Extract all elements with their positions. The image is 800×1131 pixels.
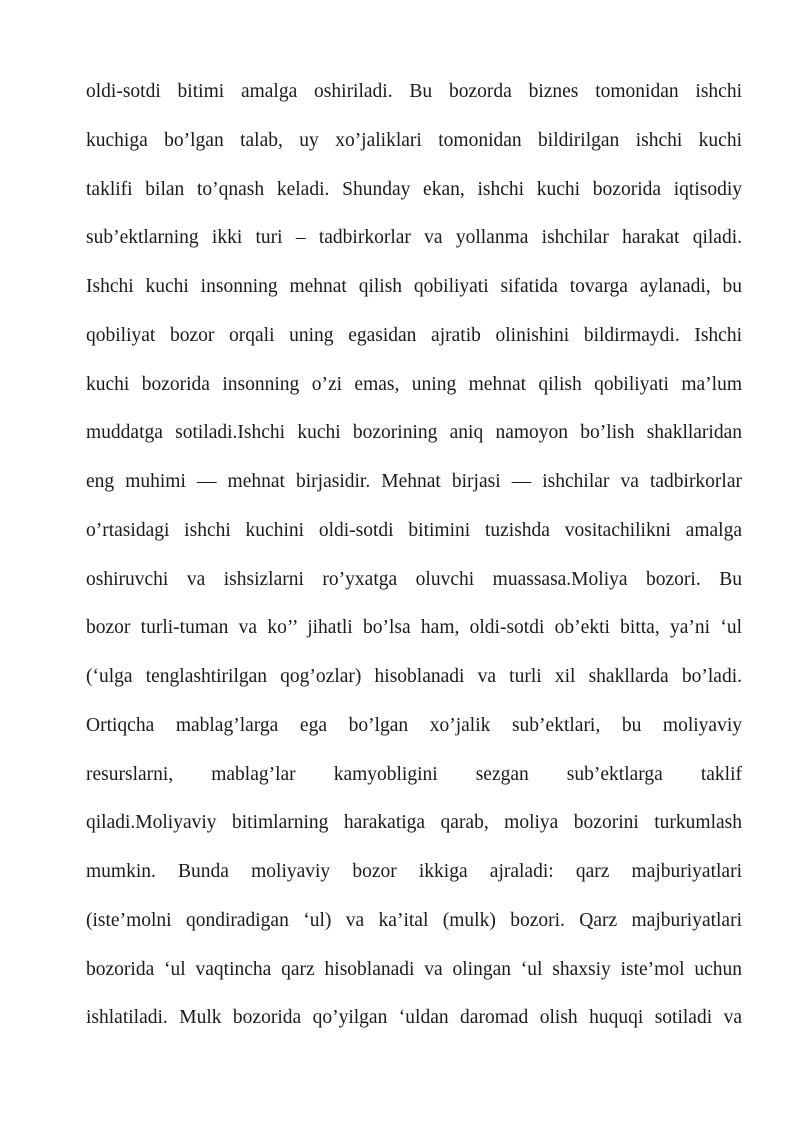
text-line: eng muhimi — mehnat birjasidir. Mehnat birjasi — ishchilar va tadbirkorlar — [86, 471, 742, 492]
text-line: oshiruvchi va ishsizlarni ro’yxatga oluvchi muassasa.Moliya bozori. Bu — [86, 568, 742, 590]
body-text — [86, 72, 742, 1047]
text-line: (iste’molni qondiradigan ‘ul) va ka’ital (mulk) bozori. Qarz majburiyatlari — [86, 909, 742, 931]
text-line: Ishchi kuchi insonning mehnat qilish qobiliyati sifatida tovarga aylanadi, bu — [86, 276, 742, 297]
text-line: bozor turli-tuman va ko’’ jihatli bo’lsa ham, oldi-sotdi ob’ekti bitta, ya’ni ‘ul — [86, 617, 742, 639]
text-line: taklifi bilan to’qnash keladi. Shunday ekan, ishchi kuchi bozorida iqtisodiy — [86, 178, 742, 200]
text-line: bozorida ‘ul vaqtincha qarz hisoblanadi va olingan ‘ul shaxsiy iste’mol uchun — [86, 958, 742, 980]
text-line: qiladi.Moliyaviy bitimlarning harakatiga qarab, moliya bozorini turkumlash — [86, 812, 742, 834]
text-line: resurslarni, mablag’lar kamyobligini sezgan sub’ektlarga taklif — [86, 763, 742, 785]
text-line: kuchi bozorida insonning o’zi emas, uning mehnat qilish qobiliyati ma’lum — [86, 373, 742, 395]
text-line: oldi-sotdi bitimi amalga oshiriladi. Bu bozorda biznes tomonidan ishchi — [86, 81, 742, 102]
text-line: o’rtasidagi ishchi kuchini oldi-sotdi bitimini tuzishda vositachilikni amalga — [86, 519, 742, 541]
text-line: mumkin. Bunda moliyaviy bozor ikkiga ajraladi: qarz majburiyatlari — [86, 861, 742, 882]
text-line: muddatga sotiladi.Ishchi kuchi bozorining aniq namoyon bo’lish shakllaridan — [86, 422, 742, 444]
text-line: Ortiqcha mablag’larga ega bo’lgan xo’jalik sub’ektlari, bu moliyaviy — [86, 714, 742, 736]
text-line: qobiliyat bozor orqali uning egasidan ajratib olinishini bildirmaydi. Ishchi — [86, 324, 742, 346]
text-line: kuchiga bo’lgan talab, uy xo’jaliklari tomonidan bildirilgan ishchi kuchi — [86, 129, 742, 151]
text-line: ishlatiladi. Mulk bozorida qo’yilgan ‘uldan daromad olish huquqi sotiladi va — [86, 1007, 742, 1029]
text-line: (‘ulga tenglashtirilgan qog’ozlar) hisoblanadi va turli xil shakllarda bo’ladi. — [86, 666, 742, 687]
text-line: sub’ektlarning ikki turi – tadbirkorlar va yollanma ishchilar harakat qiladi. — [86, 227, 742, 249]
